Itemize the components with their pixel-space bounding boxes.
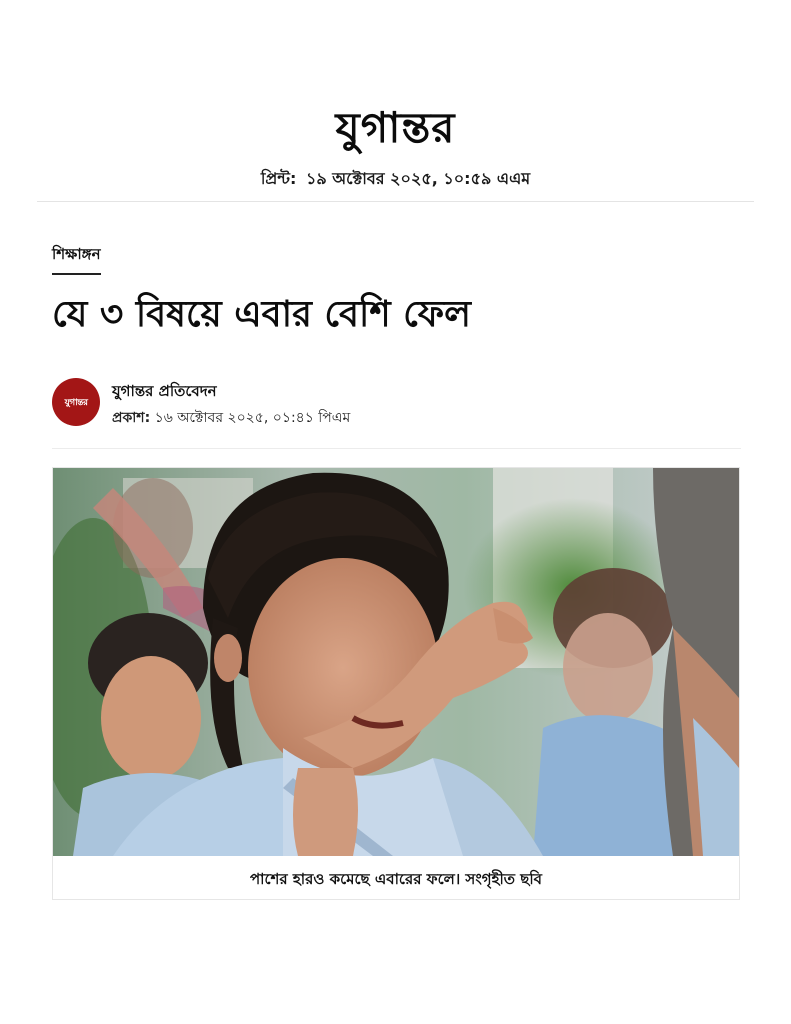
avatar-logo-text: যুগান্তর: [64, 397, 88, 408]
site-logo[interactable]: যুগান্তর: [335, 103, 456, 152]
photo-illustration: [53, 468, 739, 856]
meta-divider: [52, 448, 741, 449]
print-datetime: ১৯ অক্টোবর ২০২৫, ১০:৫৯ এএম: [305, 169, 531, 188]
author-name[interactable]: যুগান্তর প্রতিবেদন: [112, 382, 217, 400]
publish-date-line: [112, 406, 350, 430]
article-figure: [52, 467, 740, 900]
category-link[interactable]: শিক্ষাঙ্গন: [52, 243, 101, 275]
photo-caption: পাশের হারও কমেছে এবারের ফলে। সংগৃহীত ছবি: [249, 870, 543, 888]
masthead: [0, 100, 791, 156]
print-label: প্রিন্ট:: [260, 169, 297, 188]
publish-label: প্রকাশ:: [112, 410, 151, 426]
article-photo: [53, 468, 739, 856]
article-headline: যে ৩ বিষয়ে এবার বেশি ফেল: [52, 294, 471, 335]
publish-datetime: ১৬ অক্টোবর ২০২৫, ০১:৪১ পিএম: [154, 410, 351, 426]
print-date-line: [0, 166, 791, 193]
header-divider: [37, 201, 754, 202]
author-avatar: [52, 378, 100, 426]
